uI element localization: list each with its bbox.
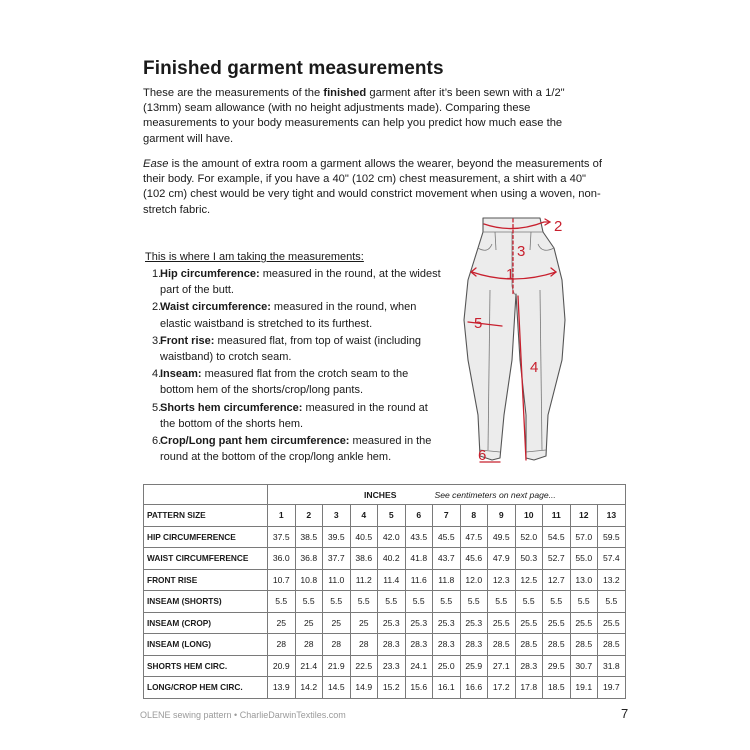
- size-cell: 3: [323, 505, 351, 527]
- value-cell: 15.2: [378, 677, 406, 699]
- value-cell: 13.2: [598, 569, 626, 591]
- value-cell: 25.3: [460, 612, 488, 634]
- value-cell: 25.5: [515, 612, 543, 634]
- value-cell: 59.5: [598, 526, 626, 548]
- value-cell: 24.1: [405, 655, 433, 677]
- value-cell: 31.8: [598, 655, 626, 677]
- value-cell: 55.0: [570, 548, 598, 570]
- value-cell: 25.3: [378, 612, 406, 634]
- table-row: [144, 677, 626, 699]
- value-cell: 11.8: [433, 569, 461, 591]
- value-cell: 28.3: [405, 634, 433, 656]
- value-cell: 40.2: [378, 548, 406, 570]
- item-label: Front rise:: [160, 334, 215, 347]
- value-cell: 28: [268, 634, 296, 656]
- table-row: [144, 655, 626, 677]
- size-cell: 7: [433, 505, 461, 527]
- value-cell: 11.4: [378, 569, 406, 591]
- value-cell: 13.0: [570, 569, 598, 591]
- table-units-row: [144, 485, 626, 505]
- size-cell: 9: [488, 505, 516, 527]
- ease-text: is the amount of extra room a garment allows the wearer, beyond the measurements of their body. For example, if you have a 40" (102 cm) chest measurement, a shirt with a 40" (102 cm) chest would be very tight and would constrict movement when using a woven, non-stretch fabric.: [143, 158, 602, 216]
- value-cell: 38.5: [295, 526, 323, 548]
- value-cell: 57.4: [598, 548, 626, 570]
- value-cell: 50.3: [515, 548, 543, 570]
- item-text: measured in the round, when elastic waistband is stretched to its furthest.: [160, 301, 417, 330]
- intro-bold-word: finished: [323, 87, 367, 99]
- value-cell: 5.5: [570, 591, 598, 613]
- value-cell: 29.5: [543, 655, 571, 677]
- intro-text-start: These are the measurements of the: [143, 87, 324, 99]
- item-label: Crop/Long pant hem circumference:: [160, 435, 350, 448]
- value-cell: 5.5: [323, 591, 351, 613]
- measurements-table: [143, 484, 626, 699]
- item-number: 3.: [152, 334, 162, 347]
- value-cell: 38.6: [350, 548, 378, 570]
- value-cell: 16.6: [460, 677, 488, 699]
- pants-outline: [464, 218, 565, 460]
- value-cell: 43.5: [405, 526, 433, 548]
- value-cell: 28.3: [460, 634, 488, 656]
- list-item: [144, 400, 444, 432]
- value-cell: 36.8: [295, 548, 323, 570]
- table-row: [144, 591, 626, 613]
- value-cell: 19.7: [598, 677, 626, 699]
- value-cell: 25.3: [433, 612, 461, 634]
- value-cell: 15.6: [405, 677, 433, 699]
- size-cell: 4: [350, 505, 378, 527]
- marker-1: 1: [506, 266, 515, 283]
- value-cell: 25: [295, 612, 323, 634]
- value-cell: 28.3: [433, 634, 461, 656]
- value-cell: 23.3: [378, 655, 406, 677]
- value-cell: 14.9: [350, 677, 378, 699]
- item-text: measured flat from the crotch seam to the bottom hem of the shorts/crop/long pants.: [160, 368, 409, 397]
- row-label: SHORTS HEM CIRC.: [144, 655, 268, 677]
- value-cell: 41.8: [405, 548, 433, 570]
- value-cell: 28.3: [515, 655, 543, 677]
- row-label: INSEAM (CROP): [144, 612, 268, 634]
- item-text: measured flat, from top of waist (including waistband) to crotch seam.: [160, 334, 422, 364]
- marker-3: 3: [517, 243, 526, 260]
- page-number: 7: [621, 706, 629, 721]
- value-cell: 5.5: [543, 591, 571, 613]
- value-cell: 5.5: [378, 591, 406, 613]
- footer: OLENE sewing pattern • CharlieDarwinTextiles.com: [140, 710, 346, 720]
- value-cell: 28.5: [515, 634, 543, 656]
- value-cell: 45.5: [433, 526, 461, 548]
- value-cell: 21.9: [323, 655, 351, 677]
- value-cell: 25.5: [570, 612, 598, 634]
- value-cell: 47.9: [488, 548, 516, 570]
- marker-2: 2: [554, 218, 563, 235]
- measurements-heading: This is where I am taking the measurements:: [145, 251, 364, 263]
- item-label: Waist circumference:: [160, 301, 271, 314]
- table-row: [144, 526, 626, 548]
- page-title: Finished garment measurements: [143, 58, 444, 79]
- item-label: Inseam:: [160, 368, 202, 381]
- value-cell: 12.5: [515, 569, 543, 591]
- value-cell: 30.7: [570, 655, 598, 677]
- item-number: 6.: [152, 435, 162, 448]
- intro-paragraph: [143, 86, 603, 147]
- units-note: See centimeters on next page...: [434, 489, 556, 500]
- value-cell: 5.5: [488, 591, 516, 613]
- table-row: [144, 548, 626, 570]
- size-cell: 8: [460, 505, 488, 527]
- value-cell: 43.7: [433, 548, 461, 570]
- value-cell: 28.5: [488, 634, 516, 656]
- list-item: [144, 366, 444, 398]
- size-cell: 5: [378, 505, 406, 527]
- row-label: INSEAM (SHORTS): [144, 591, 268, 613]
- value-cell: 28: [323, 634, 351, 656]
- value-cell: 5.5: [405, 591, 433, 613]
- value-cell: 57.0: [570, 526, 598, 548]
- value-cell: 5.5: [268, 591, 296, 613]
- value-cell: 11.2: [350, 569, 378, 591]
- value-cell: 28.5: [570, 634, 598, 656]
- size-cell: 11: [543, 505, 571, 527]
- value-cell: 25.9: [460, 655, 488, 677]
- value-cell: 25: [268, 612, 296, 634]
- value-cell: 28: [295, 634, 323, 656]
- table-header-row: [144, 505, 626, 527]
- item-text: measured in the round at the bottom of the crop/long ankle hem.: [160, 435, 432, 464]
- value-cell: 25.3: [405, 612, 433, 634]
- size-cell: 10: [515, 505, 543, 527]
- value-cell: 11.6: [405, 569, 433, 591]
- value-cell: 25: [350, 612, 378, 634]
- value-cell: 5.5: [433, 591, 461, 613]
- value-cell: 5.5: [295, 591, 323, 613]
- value-cell: 12.0: [460, 569, 488, 591]
- value-cell: 5.5: [350, 591, 378, 613]
- units-label: INCHES: [364, 489, 397, 500]
- marker-6: 6: [478, 447, 487, 464]
- value-cell: 21.4: [295, 655, 323, 677]
- measurements-list: [144, 266, 444, 466]
- value-cell: 12.7: [543, 569, 571, 591]
- value-cell: 28.3: [378, 634, 406, 656]
- item-number: 5.: [152, 401, 162, 414]
- value-cell: 52.7: [543, 548, 571, 570]
- table-row: [144, 569, 626, 591]
- table-row: [144, 612, 626, 634]
- value-cell: 40.5: [350, 526, 378, 548]
- value-cell: 17.8: [515, 677, 543, 699]
- value-cell: 36.0: [268, 548, 296, 570]
- value-cell: 28: [350, 634, 378, 656]
- row-label: LONG/CROP HEM CIRC.: [144, 677, 268, 699]
- value-cell: 27.1: [488, 655, 516, 677]
- size-cell: 12: [570, 505, 598, 527]
- value-cell: 37.5: [268, 526, 296, 548]
- size-cell: 13: [598, 505, 626, 527]
- list-item: [144, 433, 444, 465]
- value-cell: 47.5: [460, 526, 488, 548]
- value-cell: 25.0: [433, 655, 461, 677]
- value-cell: 10.8: [295, 569, 323, 591]
- item-text: measured in the round at the bottom of the shorts hem.: [160, 401, 428, 430]
- value-cell: 25: [323, 612, 351, 634]
- value-cell: 28.5: [543, 634, 571, 656]
- value-cell: 45.6: [460, 548, 488, 570]
- intro-text-end: garment after it’s been sewn with a 1/2" (13mm) seam allowance (with no height adjustments made). Comparing these measurements to your body measurements can help you predict how much ease the garment will have.: [143, 87, 565, 145]
- marker-4: 4: [530, 359, 539, 376]
- item-number: 2.: [152, 301, 162, 314]
- value-cell: 52.0: [515, 526, 543, 548]
- value-cell: 25.5: [543, 612, 571, 634]
- item-label: Shorts hem circumference:: [160, 401, 303, 414]
- value-cell: 5.5: [598, 591, 626, 613]
- value-cell: 39.5: [323, 526, 351, 548]
- value-cell: 25.5: [598, 612, 626, 634]
- value-cell: 11.0: [323, 569, 351, 591]
- value-cell: 5.5: [515, 591, 543, 613]
- ease-paragraph: [143, 157, 603, 218]
- value-cell: 37.7: [323, 548, 351, 570]
- item-label: Hip circumference:: [160, 268, 260, 280]
- value-cell: 14.2: [295, 677, 323, 699]
- value-cell: 20.9: [268, 655, 296, 677]
- value-cell: 22.5: [350, 655, 378, 677]
- item-number: 1.: [152, 268, 162, 280]
- value-cell: 17.2: [488, 677, 516, 699]
- item-text: measured in the round, at the widest part of the butt.: [160, 268, 441, 297]
- value-cell: 25.5: [488, 612, 516, 634]
- value-cell: 16.1: [433, 677, 461, 699]
- value-cell: 49.5: [488, 526, 516, 548]
- value-cell: 13.9: [268, 677, 296, 699]
- row-label: FRONT RISE: [144, 569, 268, 591]
- ease-term: Ease: [143, 158, 169, 170]
- value-cell: 18.5: [543, 677, 571, 699]
- list-item: [144, 333, 444, 365]
- list-item: [144, 299, 444, 331]
- table-row: [144, 634, 626, 656]
- pants-measurement-diagram: [450, 210, 585, 480]
- value-cell: 14.5: [323, 677, 351, 699]
- size-cell: 6: [405, 505, 433, 527]
- row-label: INSEAM (LONG): [144, 634, 268, 656]
- size-cell: 2: [295, 505, 323, 527]
- value-cell: 54.5: [543, 526, 571, 548]
- value-cell: 5.5: [460, 591, 488, 613]
- size-cell: 1: [268, 505, 296, 527]
- value-cell: 42.0: [378, 526, 406, 548]
- value-cell: 10.7: [268, 569, 296, 591]
- value-cell: 28.5: [598, 634, 626, 656]
- row-label: HIP CIRCUMFERENCE: [144, 526, 268, 548]
- value-cell: 19.1: [570, 677, 598, 699]
- row-label: WAIST CIRCUMFERENCE: [144, 548, 268, 570]
- marker-5: 5: [474, 315, 483, 332]
- size-header-cell: PATTERN SIZE: [144, 505, 268, 527]
- value-cell: 12.3: [488, 569, 516, 591]
- list-item: [144, 266, 444, 298]
- item-number: 4.: [152, 368, 162, 381]
